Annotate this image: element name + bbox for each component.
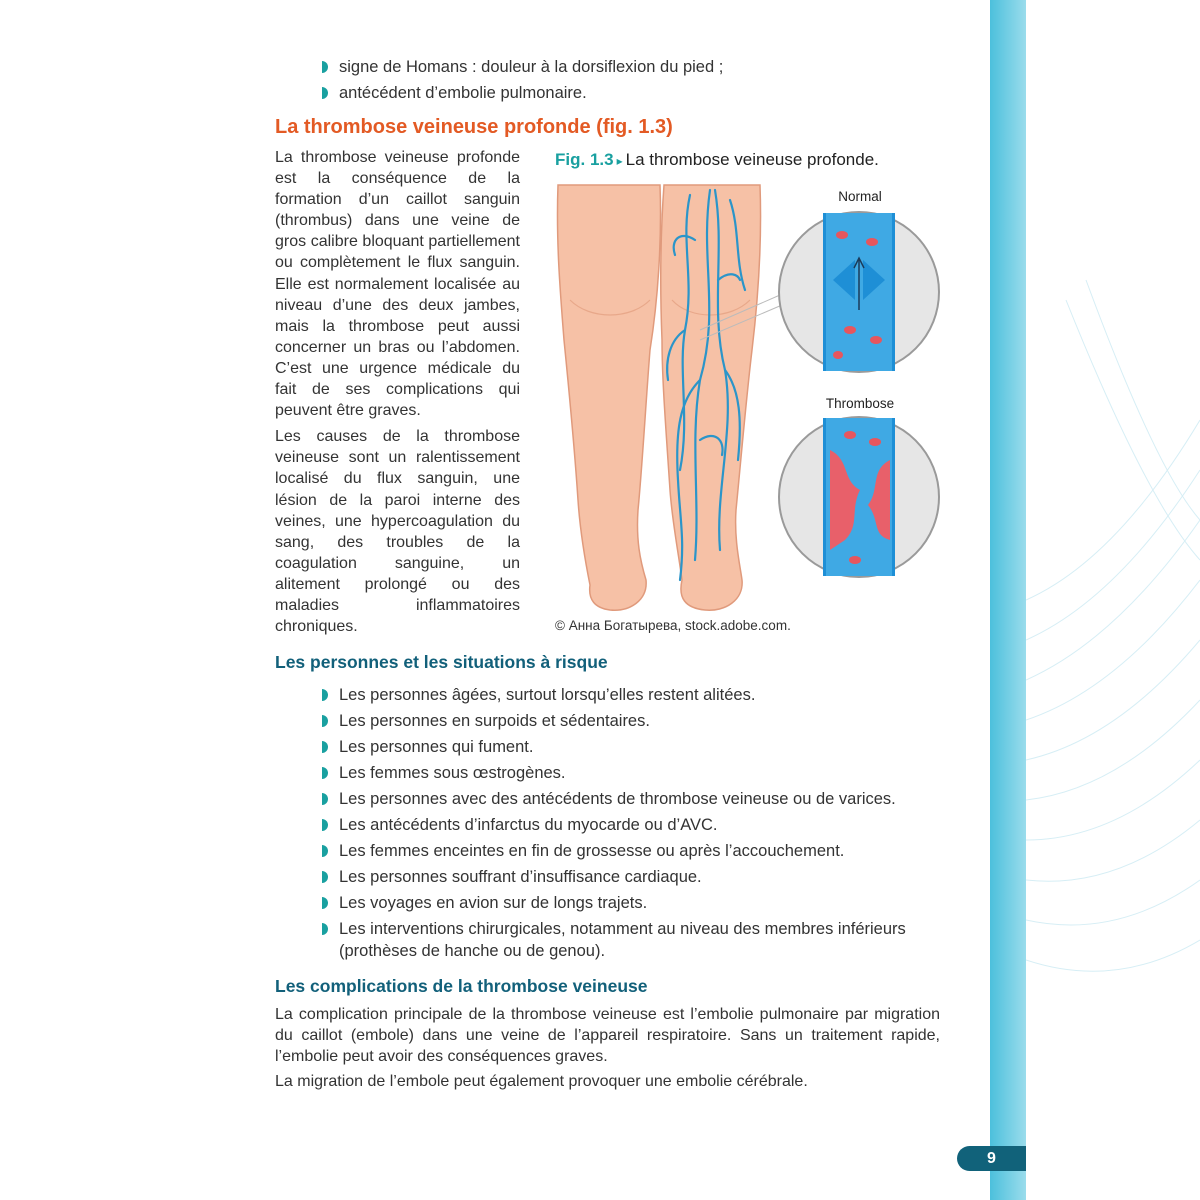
list-item	[322, 892, 952, 914]
bullet-marker-icon	[322, 61, 328, 73]
list-item-text: Les personnes âgées, surtout lorsqu’elles restent alitées.	[339, 686, 756, 704]
list-item	[322, 814, 952, 836]
inset-thrombosis-vein	[779, 417, 939, 577]
figure-caption-text: La thrombose veineuse profonde.	[625, 150, 879, 169]
list-item-text: Les femmes sous œstrogènes.	[339, 764, 566, 782]
list-item	[322, 918, 952, 962]
list-item	[322, 82, 952, 104]
bullet-marker-icon	[322, 897, 328, 909]
figure-illustration	[550, 180, 950, 615]
intro-text-column	[275, 147, 520, 642]
risk-list	[322, 684, 952, 966]
risk-section-title: Les personnes et les situations à risque	[275, 652, 608, 672]
section-title: La thrombose veineuse profonde (fig. 1.3)	[275, 116, 673, 138]
page-number: 9	[957, 1146, 1026, 1171]
bullet-marker-icon	[322, 871, 328, 883]
list-item	[322, 866, 952, 888]
list-item-text: Les personnes avec des antécédents de thrombose veineuse ou de varices.	[339, 790, 896, 808]
bullet-marker-icon	[322, 715, 328, 727]
bullet-marker-icon	[322, 741, 328, 753]
list-item-text: Les antécédents d’infarctus du myocarde ou d’AVC.	[339, 816, 718, 834]
complications-section-title: Les complications de la thrombose veineuse	[275, 976, 648, 996]
complications-paragraph: La complication principale de la thrombose veineuse est l’embolie pulmonaire par migration du caillot (embole) dans une veine de l’appareil respiratoire. Sans un traitement rapide, l’embolie peut avoir des conséquences graves.	[275, 1006, 940, 1066]
list-item	[322, 684, 952, 706]
list-item-text: signe de Homans : douleur à la dorsiflexion du pied ;	[339, 58, 724, 76]
figure-caption	[555, 150, 879, 170]
intro-paragraph: La thrombose veineuse profonde est la conséquence de la formation d’un caillot sanguin (thrombus) dans une veine de gros calibre bloquant partiellement ou complètement le flux sanguin. Elle est normalement localisée au niveau d’une des deux jambes, mais la thrombose peut aussi concerner un bras ou l’abdomen. C’est une urgence médicale du fait de ses complications qui peuvent être graves.	[275, 149, 520, 420]
bullet-marker-icon	[322, 845, 328, 857]
list-item	[322, 736, 952, 758]
list-item-text: Les femmes enceintes en fin de grossesse ou après l’accouchement.	[339, 842, 845, 860]
side-decorative-lines	[1026, 0, 1200, 1200]
list-item	[322, 788, 952, 810]
bullet-marker-icon	[322, 819, 328, 831]
complications-paragraph: La migration de l’embole peut également provoquer une embolie cérébrale.	[275, 1073, 808, 1090]
list-item	[322, 840, 952, 862]
figure-label: Fig. 1.3	[555, 150, 614, 169]
list-item	[322, 762, 952, 784]
bullet-marker-icon	[322, 923, 328, 935]
caption-arrow-icon: ▸	[616, 154, 623, 168]
inset-normal-vein	[779, 212, 939, 372]
intro-paragraph: Les causes de la thrombose veineuse sont un ralentissement localisé du flux sanguin, une lésion de la paroi interne des veines, une hypercoagulation du sang, des troubles de la coagulation sanguine, un alitement prolongé ou des maladies inflammatoires chroniques.	[275, 428, 520, 636]
bullet-marker-icon	[322, 689, 328, 701]
bullet-marker-icon	[322, 793, 328, 805]
list-item-text: Les voyages en avion sur de longs trajets.	[339, 894, 648, 912]
inset-thrombosis-label: Thrombose	[825, 396, 895, 411]
inset-normal-label: Normal	[838, 189, 882, 204]
list-item	[322, 710, 952, 732]
list-item-text: Les personnes en surpoids et sédentaires.	[339, 712, 650, 730]
list-item-text: Les interventions chirurgicales, notamment au niveau des membres inférieurs (prothèses de hanche ou de genou).	[339, 920, 906, 960]
side-color-band	[990, 0, 1026, 1200]
list-item-text: antécédent d’embolie pulmonaire.	[339, 84, 587, 102]
list-item-text: Les personnes qui fument.	[339, 738, 534, 756]
list-item-text: Les personnes souffrant d’insuffisance cardiaque.	[339, 868, 702, 886]
bullet-marker-icon	[322, 767, 328, 779]
list-item	[322, 56, 952, 78]
bullet-marker-icon	[322, 87, 328, 99]
figure-credit: © Анна Богатырева, stock.adobe.com.	[555, 618, 791, 633]
top-bullet-list	[322, 56, 952, 108]
legs-illustration	[557, 185, 760, 610]
